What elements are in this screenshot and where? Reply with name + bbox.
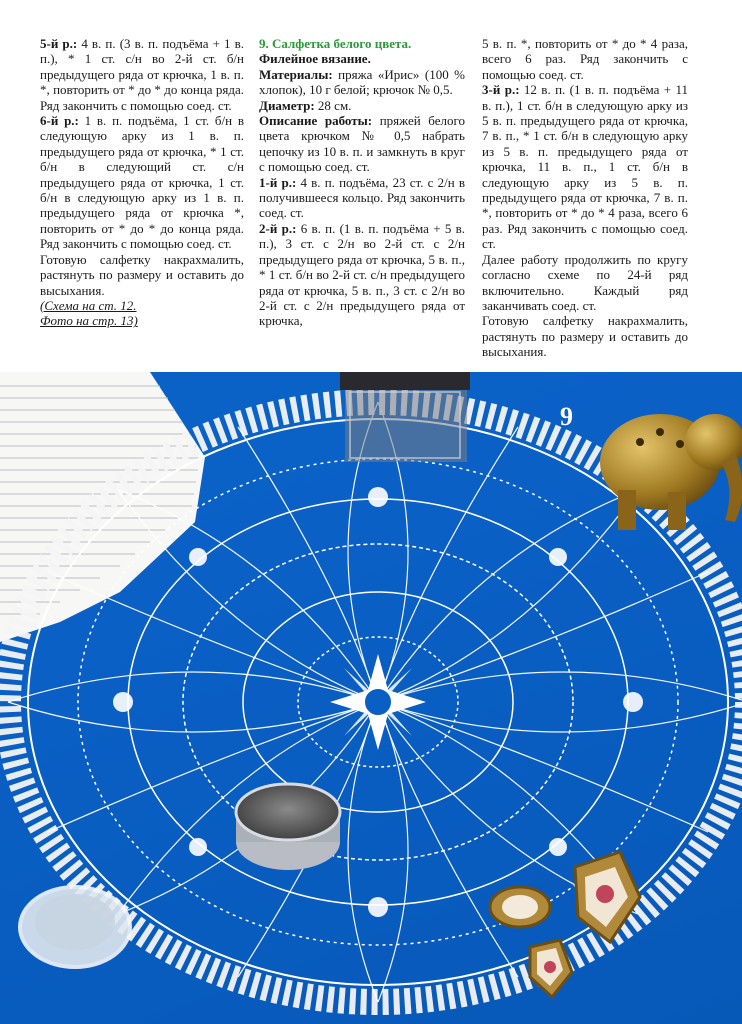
row-2-paragraph [259,221,465,329]
column-2 [259,36,465,329]
row-6-heading: 6-й р.: [40,113,79,129]
description-heading: Описание работы: [259,113,373,129]
row-5-text: 4 в. п. (3 в. п. подъёма + 1 в. п.), * 1 ст. с/н во 2-й ст. б/н предыдущего ряда от крючка, 1 в. п. *, повторить от * до * до конца ряда. Ряд закончить с помощью соед. ст. [40,36,244,113]
continue-text: Далее работу продолжить по кругу согласно схеме по 24-й ряд включительно. Каждый ряд заканчивать соед. ст. [482,251,688,313]
row-1-text: 4 в. п. подъёма, 23 ст. с 2/н в получившееся кольцо. Ряд закончить соед. ст. [259,174,465,221]
doily-photo [0,372,742,1024]
column-1 [40,36,244,329]
row-3-text: 12 в. п. (1 в. п. подъёма + 11 в. п.), 1 ст. б/н в следующую арку из 5 в. п. предыдущего ряда от крючка, 7 в. п., * 1 ст. б/н в следующую арку из 5 в. п. предыдущего ряда от крючка, 11 в. п., 1 ст. б/н в следующую арку из 5 в. п. предыдущего ряда от крючка, 7 в. п. *, повторить от * до * 4 раза, всего 6 раз. Ряд закончить с помощью соед. ст. [482,82,688,252]
finishing-text-2: Готовую салфетку накрахмалить, растянуть по размеру и оставить до высыхания. [482,313,688,360]
photo-reference-link[interactable]: Фото на стр. 13) [40,313,138,329]
column-3 [482,36,688,360]
row-2-continuation: 5 в. п. *, повторить от * до * 4 раза, всего 6 раз. Ряд закончить с помощью соед. ст. [482,36,688,82]
row-6-text: 1 в. п. подъёма, 1 ст. б/н в следующую арку из 1 в. п. предыдущего ряда от крючка, * 1 ст. б/н в следующий ст. с/н предыдущего ряда от крючка, 1 ст. б/н в следующую арку из 1 в. п. предыдущего ряда от крючка *, повторить от * до * до конца ряда. Ряд закончить с помощью соед. ст. [40,113,244,252]
section-subtitle: Филейное вязание. [259,51,371,67]
row-5-paragraph [40,36,244,113]
row-2-heading: 2-й р.: [259,220,297,236]
finishing-text: Готовую салфетку накрахмалить, растянуть по размеру и оставить до высыхания. [40,251,244,298]
row-6-paragraph [40,113,244,252]
row-3-paragraph [482,82,688,251]
row-2-text: 6 в. п. (1 в. п. подъёма + 5 в. п.), 3 ст. с 2/н во 2-й ст. с 2/н предыдущего ряда от крючка, 5 в. п., * 1 ст. б/н во 2-й ст. с/н предыдущего ряда от крючка, 5 в. п., 3 ст. с 2/н во 2-й ст. с 2/н предыдущего ряда от крючка, [259,220,465,329]
row-1-heading: 1-й р.: [259,174,297,190]
photo-number: 9 [560,402,573,431]
instructions-text [0,0,742,372]
perfume-bottle [340,372,470,462]
brass-elephant [600,414,742,530]
materials-heading: Материалы: [259,66,333,82]
row-3-heading: 3-й р.: [482,82,520,98]
glitter-pot [236,784,340,870]
doily-photo-illustration [0,372,742,1024]
description-text: пряжей белого цвета крючком № 0,5 набрать цепочку из 10 в. п. и замкнуть в круг с помощью соед. ст. [259,113,465,175]
diameter-paragraph [259,98,465,113]
glass-lid [20,887,130,967]
row-5-heading: 5-й р.: [40,36,78,51]
materials-text: пряжа «Ирис» (100 % хлопок), 10 г белой; крючок № 0,5. [259,66,466,98]
diameter-text: 28 см. [317,97,352,113]
section-title: 9. Салфетка белого цвета. [259,36,412,51]
schema-reference-link[interactable]: (Схема на ст. 12. [40,297,137,313]
row-1-paragraph [259,175,465,221]
diameter-heading: Диаметр: [259,97,315,113]
description-paragraph [259,113,465,175]
materials-paragraph [259,67,465,98]
